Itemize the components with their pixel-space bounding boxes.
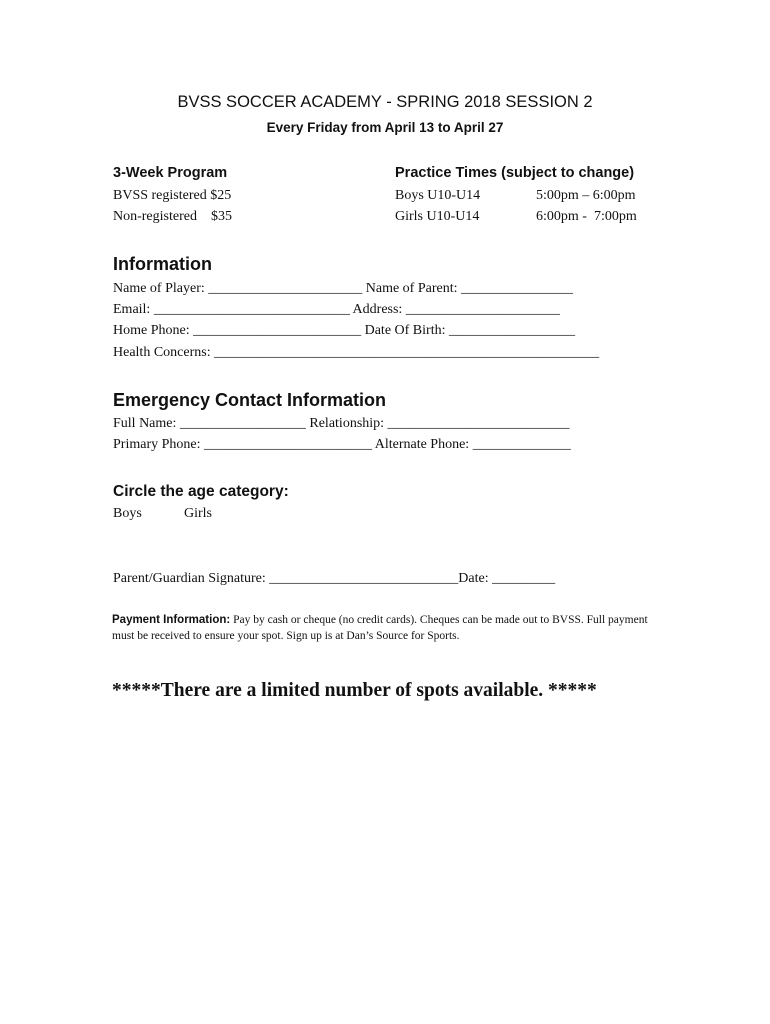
practice-heading: Practice Times (subject to change) [395, 165, 635, 181]
page-subtitle: Every Friday from April 13 to April 27 [266, 120, 504, 135]
emergency-phone-line: Primary Phone: ________________________ Alternate Phone: ______________ [113, 437, 571, 452]
age-heading: Circle the age category: [113, 483, 289, 500]
payment-text: Pay by cash or cheque (no credit cards). Cheques can be made out to BVSS. Full payment must be received to ensure your spot. Sign up is at Dan’s Source for Sports. [112, 614, 648, 642]
practice-group-boys: Boys U10-U14 [395, 188, 481, 203]
limited-spots-notice: *****There are a limited number of spots available. ***** [112, 680, 597, 701]
email-address-line: Email: ____________________________ Address: ______________________ [113, 302, 560, 317]
practice-time-boys: 5:00pm – 6:00pm [536, 188, 636, 203]
program-row-nonregistered: Non-registered $35 [113, 209, 232, 224]
age-option-boys: Boys [113, 506, 142, 521]
payment-info [112, 612, 662, 644]
practice-group-girls: Girls U10-U14 [395, 209, 480, 224]
page-title: BVSS SOCCER ACADEMY - SPRING 2018 SESSION 2 [177, 93, 593, 111]
practice-time-girls: 6:00pm - 7:00pm [536, 209, 637, 224]
emergency-name-line: Full Name: __________________ Relationship: __________________________ [113, 416, 570, 431]
payment-label: Payment Information: [112, 614, 231, 626]
player-parent-line: Name of Player: ______________________ Name of Parent: ________________ [113, 281, 573, 296]
information-heading: Information [113, 254, 212, 274]
signature-line: Parent/Guardian Signature: ___________________________Date: _________ [113, 571, 556, 586]
emergency-heading: Emergency Contact Information [113, 390, 387, 410]
health-concerns-line: Health Concerns: _______________________________________________________ [113, 345, 600, 360]
program-heading: 3-Week Program [113, 165, 228, 181]
program-row-registered: BVSS registered $25 [113, 188, 232, 203]
phone-dob-line: Home Phone: ________________________ Date Of Birth: __________________ [113, 323, 575, 338]
age-option-girls: Girls [184, 506, 212, 521]
